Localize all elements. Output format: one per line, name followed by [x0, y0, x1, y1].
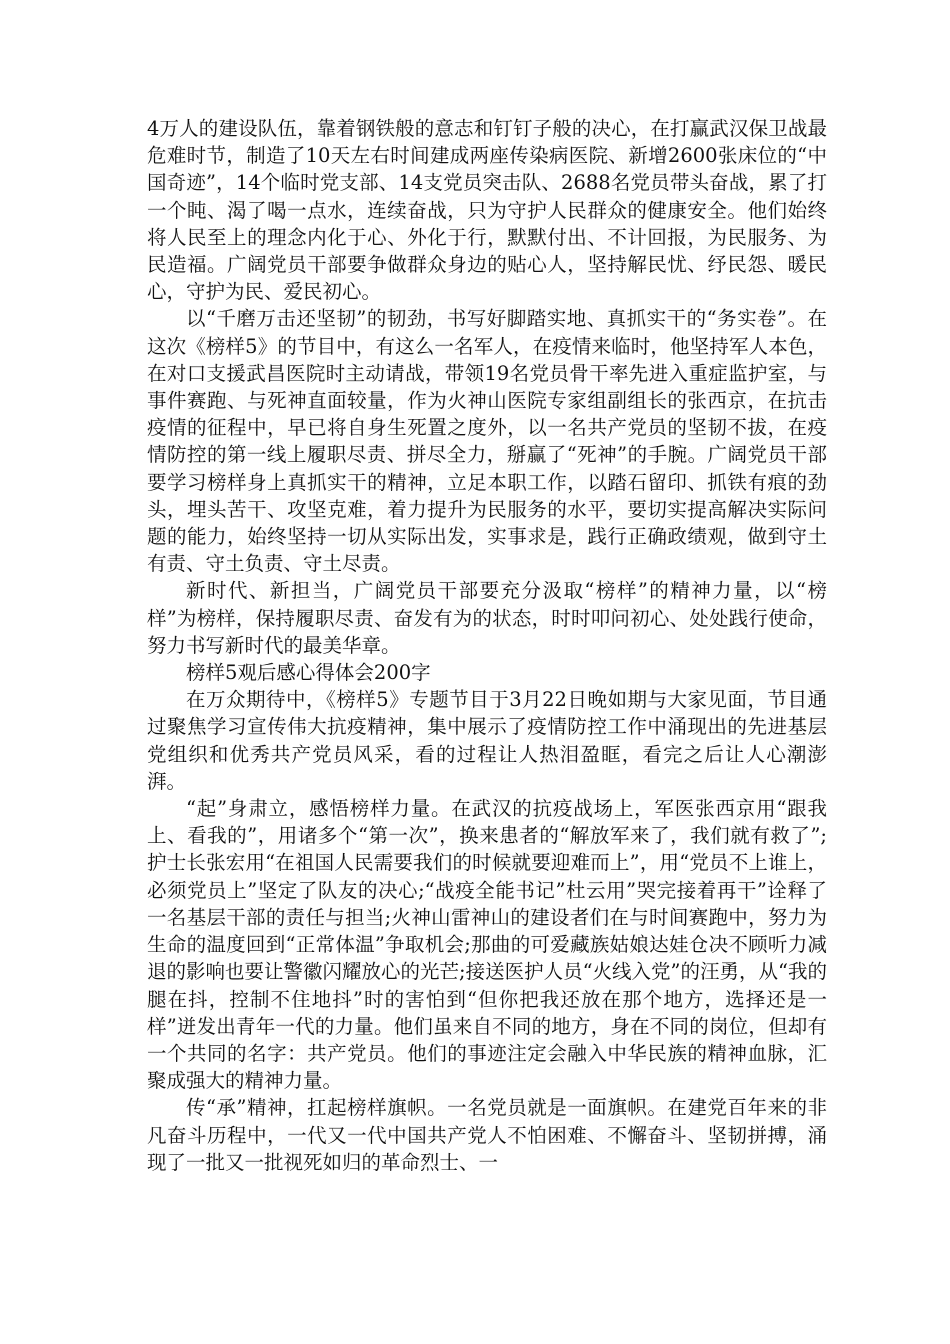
paragraph-4: 在万众期待中，《榜样5》专题节目于3月22日晚如期与大家见面，节目通过聚焦学习宣传伟大抗疫精神，集中展示了疫情防控工作中涌现出的先进基层党组织和优秀共产党员风采，看的过程让人热泪盈眶，看完之后让人心潮澎湃。 — [147, 688, 827, 793]
paragraph-3: 新时代、新担当，广阔党员干部要充分汲取“榜样”的精神力量，以“榜样”为榜样，保持履职尽责、奋发有为的状态，时时叩问初心、处处践行使命，努力书写新时代的最美华章。 — [147, 579, 827, 657]
document-page — [147, 115, 827, 1176]
paragraph-6: 传“承”精神，扛起榜样旗帜。一名党员就是一面旗帜。在建党百年来的非凡奋斗历程中，一代又一代中国共产党人不怕困难、不懈奋斗、坚韧拼搏，涌现了一批又一批视死如归的革命烈士、一 — [147, 1096, 827, 1174]
paragraph-2: 以“千磨万击还坚韧”的韧劲，书写好脚踏实地、真抓实干的“务实卷”。在这次《榜样5》的节目中，有这么一名军人，在疫情来临时，他坚持军人本色，在对口支援武昌医院时主动请战，带领19名党员骨干率先进入重症监护室，与事件赛跑、与死神直面较量，作为火神山医院专家组副组长的张西京，在抗击疫情的征程中，早已将自身生死置之度外，以一名共产党员的坚韧不拔，在疫情防控的第一线上履职尽责、拼尽全力，掰赢了“死神”的手腕。广阔党员干部要学习榜样身上真抓实干的精神，立足本职工作，以踏石留印、抓铁有痕的劲头，埋头苦干、攻坚克难，着力提升为民服务的水平，要切实提高解决实际问题的能力，始终坚持一切从实际出发，实事求是，践行正确政绩观，做到守土有责、守土负责、守土尽责。 — [147, 307, 827, 576]
paragraph-5: “起”身肃立，感悟榜样力量。在武汉的抗疫战场上，军医张西京用“跟我上、看我的”，用诸多个“第一次”，换来患者的“解放军来了，我们就有救了”;护士长张宏用“在祖国人民需要我们的时候就要迎难而上”，用“党员不上谁上，必须党员上”坚定了队友的决心;“战疫全能书记”杜云用”哭完接着再干”诠释了一名基层干部的责任与担当;火神山雷神山的建设者们在与时间赛跑中，努力为生命的温度回到“正常体温”争取机会;那曲的可爱藏族姑娘达娃仓决不顾听力减退的影响也要让警徽闪耀放心的光芒;接送医护人员“火线入党”的汪勇，从“我的腿在抖，控制不住地抖”时的害怕到“但你把我还放在那个地方，选择还是一样”迸发出青年一代的力量。他们虽来自不同的地方，身在不同的岗位，但却有一个共同的名字：共产党员。他们的事迹注定会融入中华民族的精神血脉，汇聚成强大的精神力量。 — [147, 797, 827, 1093]
section-heading: 榜样5观后感心得体会200字 — [186, 661, 431, 685]
paragraph-1: 4万人的建设队伍，靠着钢铁般的意志和钉钉子般的决心，在打赢武汉保卫战最危难时节，制造了10天左右时间建成两座传染病医院、新增2600张床位的“中国奇迹”，14个临时党支部、14支党员突击队、2688名党员带头奋战，累了打一个盹、渴了喝一点水，连续奋战，只为守护人民群众的健康安全。他们始终将人民至上的理念内化于心、外化于行，默默付出、不计回报，为民服务、为民造福。广阔党员干部要争做群众身边的贴心人，坚持解民忧、纾民怨、暖民心，守护为民、爱民初心。 — [147, 117, 827, 304]
